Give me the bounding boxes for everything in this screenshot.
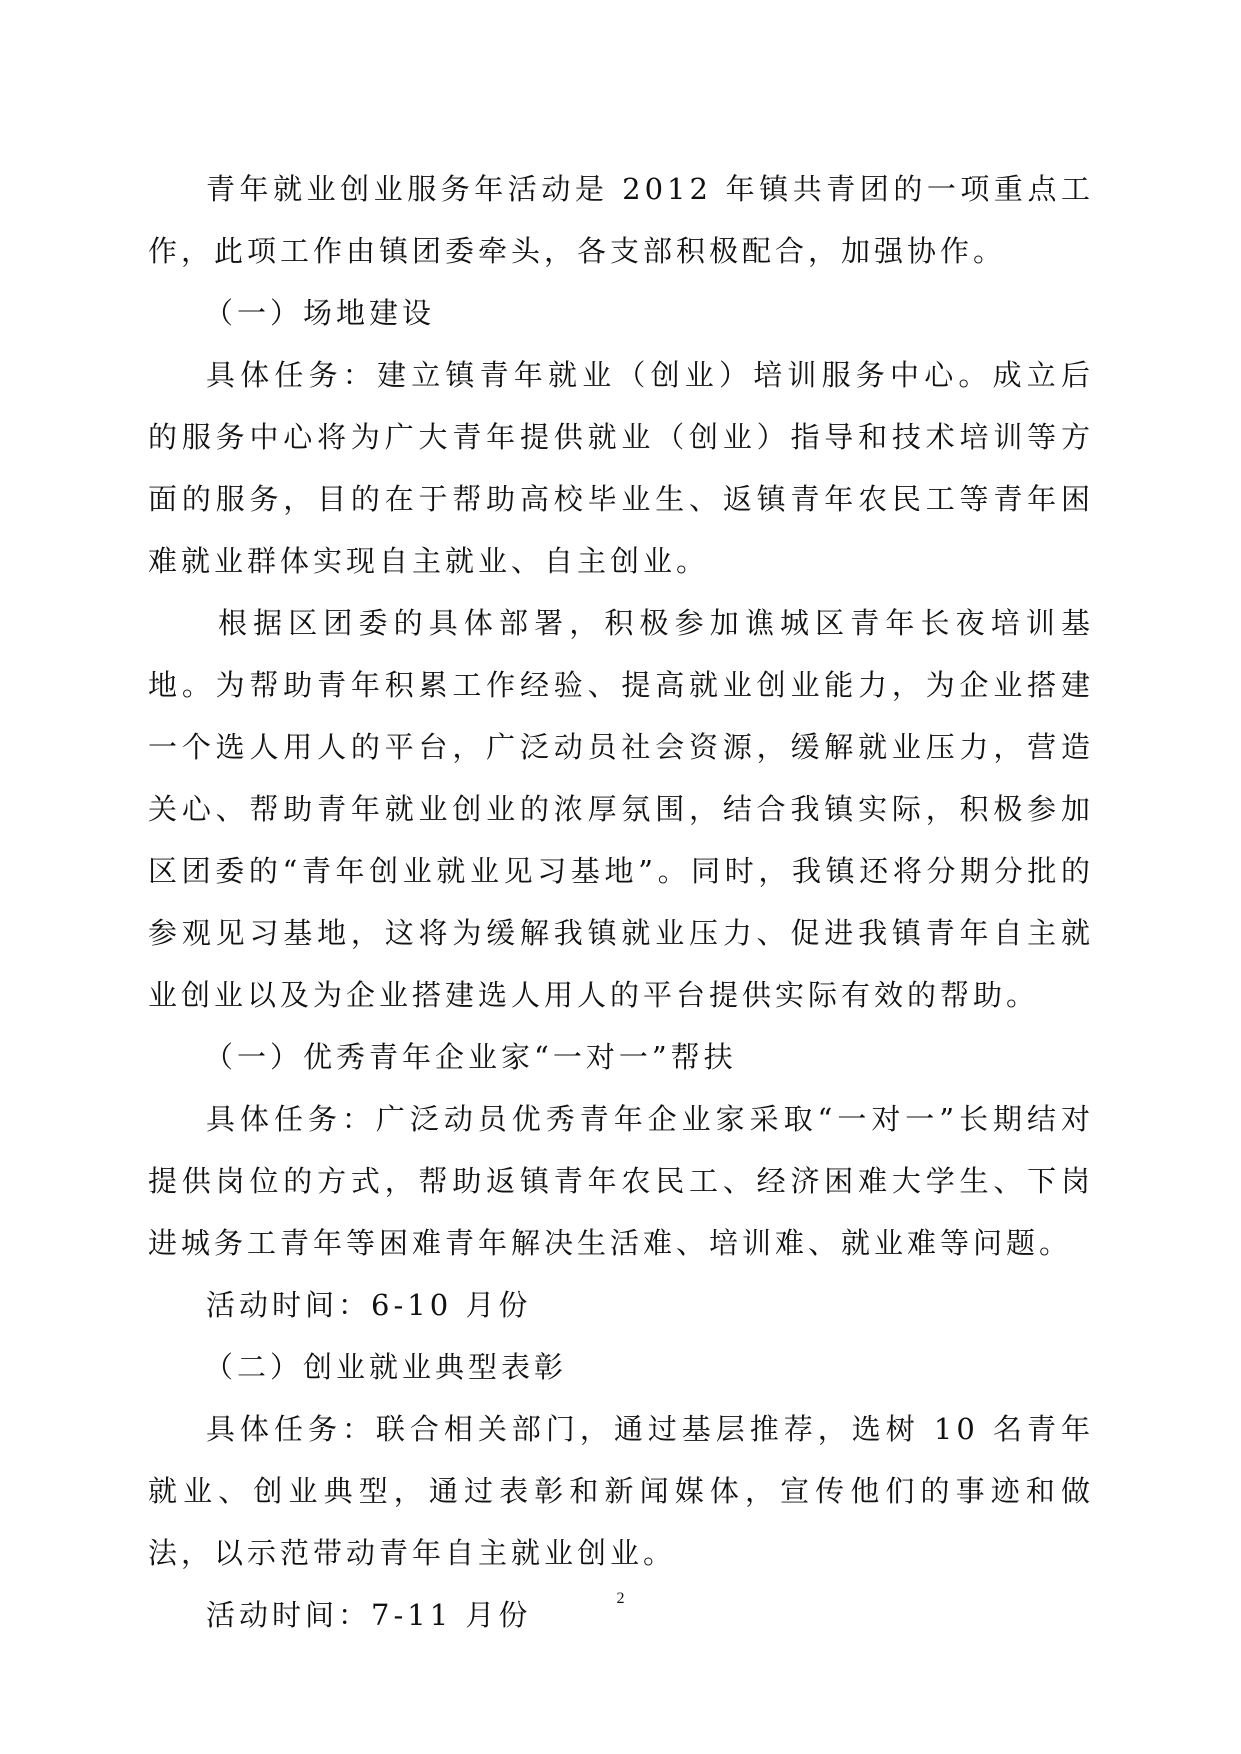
activity-time-mentoring: 活动时间：6-10 月份	[206, 1288, 532, 1322]
activity-time-commendation: 活动时间：7-11 月份	[206, 1598, 532, 1632]
paragraph-training-base: 根据区团委的具体部署，积极参加谯城区青年长夜培训基地。为帮助青年积累工作经验、提高就业创业能力，为企业搭建一个选人用人的平台，广泛动员社会资源，缓解就业压力，营造关心、帮助青年就业创业的浓厚氛围，结合我镇实际，积极参加区团委的“青年创业就业见习基地”。同时，我镇还将分期分批的参观见习基地，这将为缓解我镇就业压力、促进我镇青年自主就业创业以及为企业搭建选人用人的平台提供实际有效的帮助。	[148, 606, 1094, 1012]
body-text	[148, 158, 1094, 1646]
page-number: 2	[616, 1590, 625, 1607]
section-heading-mentoring: （一）优秀青年企业家“一对一”帮扶	[204, 1040, 737, 1074]
section-heading-commendation: （二）创业就业典型表彰	[204, 1350, 568, 1384]
task-paragraph-training-center: 具体任务：建立镇青年就业（创业）培训服务中心。成立后的服务中心将为广大青年提供就业（创业）指导和技术培训等方面的服务，目的在于帮助高校毕业生、返镇青年农民工等青年困难就业群体实现自主就业、自主创业。	[148, 358, 1094, 578]
task-paragraph-commendation: 具体任务：联合相关部门，通过基层推荐，选树 10 名青年就业、创业典型，通过表彰和新闻媒体，宣传他们的事迹和做法，以示范带动青年自主就业创业。	[148, 1412, 1094, 1570]
intro-paragraph: 青年就业创业服务年活动是 2012 年镇共青团的一项重点工作，此项工作由镇团委牵头，各支部积极配合，加强协作。	[148, 172, 1094, 268]
section-heading-venue-construction: （一）场地建设	[204, 296, 436, 330]
task-paragraph-mentoring: 具体任务：广泛动员优秀青年企业家采取“一对一”长期结对提供岗位的方式，帮助返镇青年农民工、经济困难大学生、下岗进城务工青年等困难青年解决生活难、培训难、就业难等问题。	[148, 1102, 1094, 1260]
